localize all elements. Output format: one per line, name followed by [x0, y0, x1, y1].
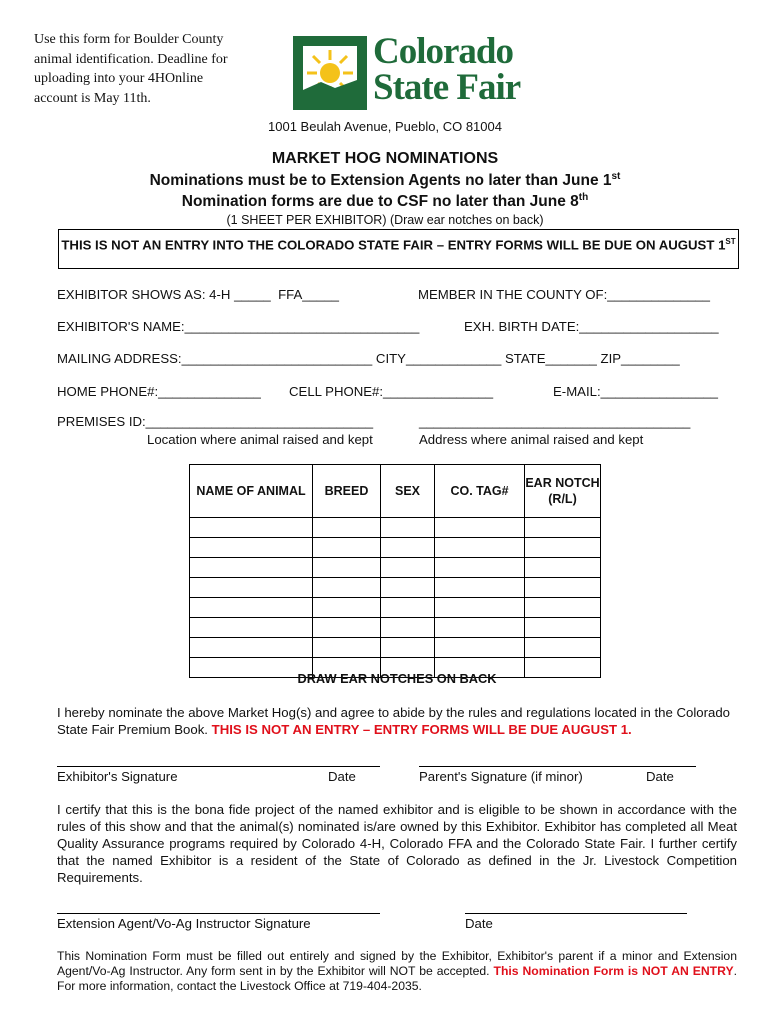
logo-green-square [293, 36, 367, 110]
birth-date-field[interactable]: EXH. BIRTH DATE:___________________ [464, 319, 719, 334]
premises-address-field[interactable]: _____________________________________ [419, 414, 691, 429]
draw-ear-notches-caption: DRAW EAR NOTCHES ON BACK [297, 671, 497, 686]
shows-as-field[interactable]: EXHIBITOR SHOWS AS: 4-H _____ FFA_____ [57, 287, 339, 302]
location-label: Location where animal raised and kept [147, 432, 373, 447]
sun-icon [303, 46, 357, 100]
agent-signature-label: Extension Agent/Vo-Ag Instructor Signature [57, 916, 311, 931]
logo-text-state-fair: State Fair [373, 67, 521, 108]
certification-statement: I certify that this is the bona fide project of the named exhibitor and is eligible to be shown in accordance with the rules of this show and that the animal(s) nominated is/are owned by this Exhibitor. Exhibitor has completed all Meat Quality Assurance programs required by Colorado 4-H, Colorado FFA and the Colorado State Fair. I further certify that the named Exhibitor is a resident of the State of Colorado as defined in the Jr. Livestock Competition Requirements. [57, 802, 737, 885]
logo-text-colorado: Colorado [373, 31, 513, 72]
col-ear-notch: EAR NOTCH (R/L) [525, 465, 601, 518]
table-row[interactable] [190, 578, 601, 598]
cell-phone-field[interactable]: CELL PHONE#:_______________ [289, 384, 494, 399]
table-row[interactable] [190, 638, 601, 658]
table-row[interactable] [190, 538, 601, 558]
exhibitor-signature-label: Exhibitor's Signature [57, 769, 178, 784]
sheet-note: (1 SHEET PER EXHIBITOR) (Draw ear notches on back) [226, 213, 544, 227]
email-field[interactable]: E-MAIL:________________ [553, 384, 718, 399]
footer-note: This Nomination Form must be filled out entirely and signed by the Exhibitor, Exhibitor's parent if a minor and Extension Agent/Vo-Ag Instructor. Any form sent in by the Exhibitor will NOT be accepted. This Nomination Form is NOT AN ENTRY. For more information, contact the Livestock Office at 719-404-2035. [57, 949, 737, 993]
agent-date-label: Date [465, 916, 493, 931]
form-title: MARKET HOG NOMINATIONS [271, 150, 499, 167]
col-co-tag: CO. TAG# [435, 465, 525, 518]
fair-address: 1001 Beulah Avenue, Pueblo, CO 81004 [268, 119, 502, 134]
address-label: Address where animal raised and kept [419, 432, 644, 447]
nomination-statement: I hereby nominate the above Market Hog(s) and agree to abide by the rules and regulations located in the Colorado State Fair Premium Book. THIS IS NOT AN ENTRY – ENTRY FORMS WILL BE DUE AUGUST 1. [57, 705, 730, 737]
extension-deadline: Nominations must be to Extension Agents no later than June 1st [149, 171, 621, 190]
parent-date-label: Date [646, 769, 674, 784]
table-row[interactable] [190, 558, 601, 578]
animal-table [189, 464, 601, 678]
csf-deadline: Nomination forms are due to CSF no later than June 8th [181, 192, 589, 211]
colorado-state-fair-logo [293, 31, 521, 118]
not-an-entry-warning: THIS IS NOT AN ENTRY INTO THE COLORADO STATE FAIR – ENTRY FORMS WILL BE DUE ON AUGUST 1ST [58, 229, 739, 269]
mailing-address-field[interactable]: MAILING ADDRESS:__________________________ CITY_____________ STATE_______ ZIP________ [57, 351, 680, 366]
table-row[interactable] [190, 598, 601, 618]
exhibitor-date-label: Date [328, 769, 356, 784]
member-county-field[interactable]: MEMBER IN THE COUNTY OF:______________ [418, 287, 710, 302]
exhibitor-name-field[interactable]: EXHIBITOR'S NAME:________________________________ [57, 319, 420, 334]
parent-signature-label: Parent's Signature (if minor) [419, 769, 583, 784]
col-name-of-animal: NAME OF ANIMAL [190, 465, 313, 518]
table-row[interactable] [190, 518, 601, 538]
table-row[interactable] [190, 618, 601, 638]
col-breed: BREED [313, 465, 381, 518]
premises-id-field[interactable]: PREMISES ID:_______________________________ [57, 414, 374, 429]
home-phone-field[interactable]: HOME PHONE#:______________ [57, 384, 261, 399]
col-sex: SEX [381, 465, 435, 518]
boulder-county-note: Use this form for Boulder County animal identification. Deadline for uploading into your 4HOnline account is May 11th. [34, 32, 228, 106]
